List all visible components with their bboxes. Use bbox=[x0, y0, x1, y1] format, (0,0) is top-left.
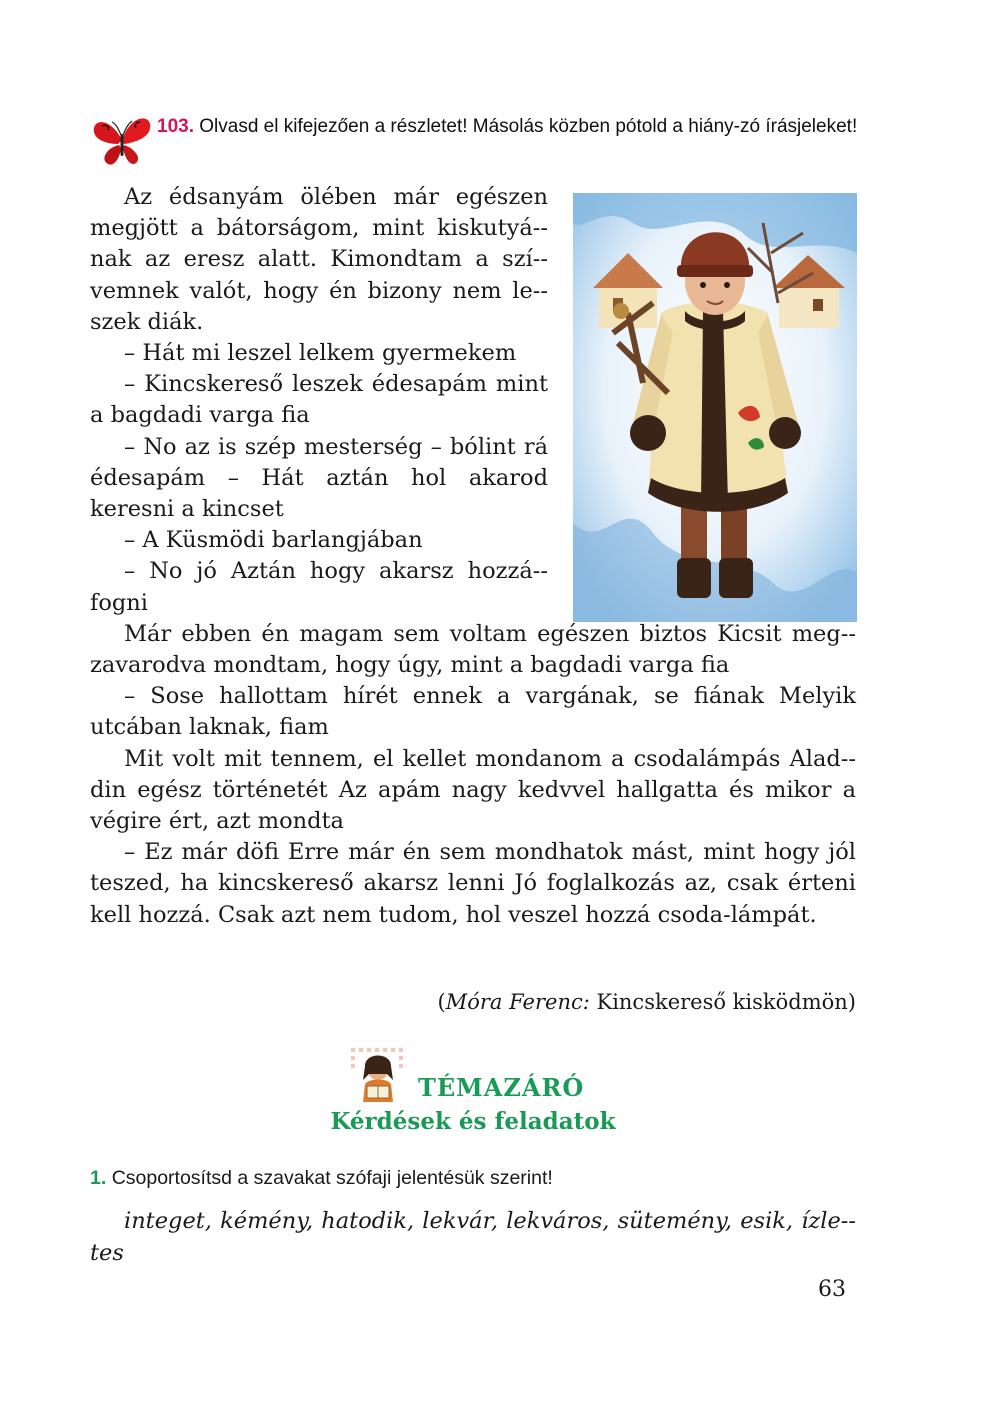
task-header bbox=[90, 110, 870, 174]
task-instruction bbox=[157, 114, 867, 140]
topic-subtitle: Kérdések és feladatok bbox=[330, 1108, 616, 1135]
citation-author: Móra Ferenc: bbox=[445, 990, 590, 1014]
question-1 bbox=[90, 1165, 856, 1191]
question-words: integet, kémény, hatodik, lekvár, lekváros, sütemény, esik, ízle-tes bbox=[90, 1208, 856, 1266]
story-excerpt bbox=[90, 182, 856, 931]
story-paragraph: – No jó Aztán hogy akarsz hozzá-fogni bbox=[90, 558, 548, 616]
task-instruction-text: Olvasd el kifejezően a részletet! Másolás közben pótold a hiány-zó írásjeleket! bbox=[199, 116, 858, 137]
citation: (Móra Ferenc: Kincskereső kisködmön) bbox=[437, 990, 856, 1014]
story-paragraph: – Sose hallottam hírét ennek a vargának, se fiának Melyik utcában laknak, fiam bbox=[90, 683, 856, 741]
citation-work: Kincskereső kisködmön bbox=[596, 990, 848, 1014]
topic-title: TÉMAZÁRÓ bbox=[418, 1073, 585, 1102]
question-text: Csoportosítsd a szavakat szófaji jelentésük szerint! bbox=[111, 1167, 553, 1189]
story-paragraph: – Ez már döfi Erre már én sem mondhatok mást, mint hogy jól teszed, ha kincskereső akarsz lenni Jó foglalkozás az, csak érteni kell hozzá. Csak azt nem tudom, hol veszel hozzá csoda-lámpát. bbox=[90, 839, 856, 928]
story-paragraph: – Kincskereső leszek édesapám mint a bagdadi varga fia bbox=[90, 371, 548, 429]
story-paragraph: Már ebben én magam sem voltam egészen biztos Kicsit meg-zavarodva mondtam, hogy úgy, mint a bagdadi varga fia bbox=[90, 620, 856, 679]
story-paragraph: Az édsanyám ölében már egészen megjött a bátorságom, mint kiskutyá-nak az eresz alatt. Kimondtam a szí-vemnek valót, hogy én bizony nem le-szek diák. bbox=[90, 184, 548, 335]
girl-reading-icon bbox=[349, 1046, 407, 1102]
story-paragraph: – Hát mi leszel lelkem gyermekem bbox=[124, 340, 517, 367]
task-number: 103. bbox=[157, 116, 194, 137]
story-paragraph: – No az is szép mesterség – bólint rá édesapám – Hát aztán hol akarod keresni a kincset bbox=[90, 433, 548, 523]
butterfly-icon bbox=[90, 110, 154, 174]
story-paragraph: – A Küsmödi barlangjában bbox=[124, 527, 423, 554]
question-number: 1. bbox=[90, 1167, 107, 1189]
page-number: 63 bbox=[818, 1277, 846, 1302]
story-paragraph: Mit volt mit tennem, el kellet mondanom a csodalámpás Alad-din egész történetét Az apám nagy kedvvel hallgatta és mikor a végire ért, azt mondta bbox=[90, 745, 856, 835]
